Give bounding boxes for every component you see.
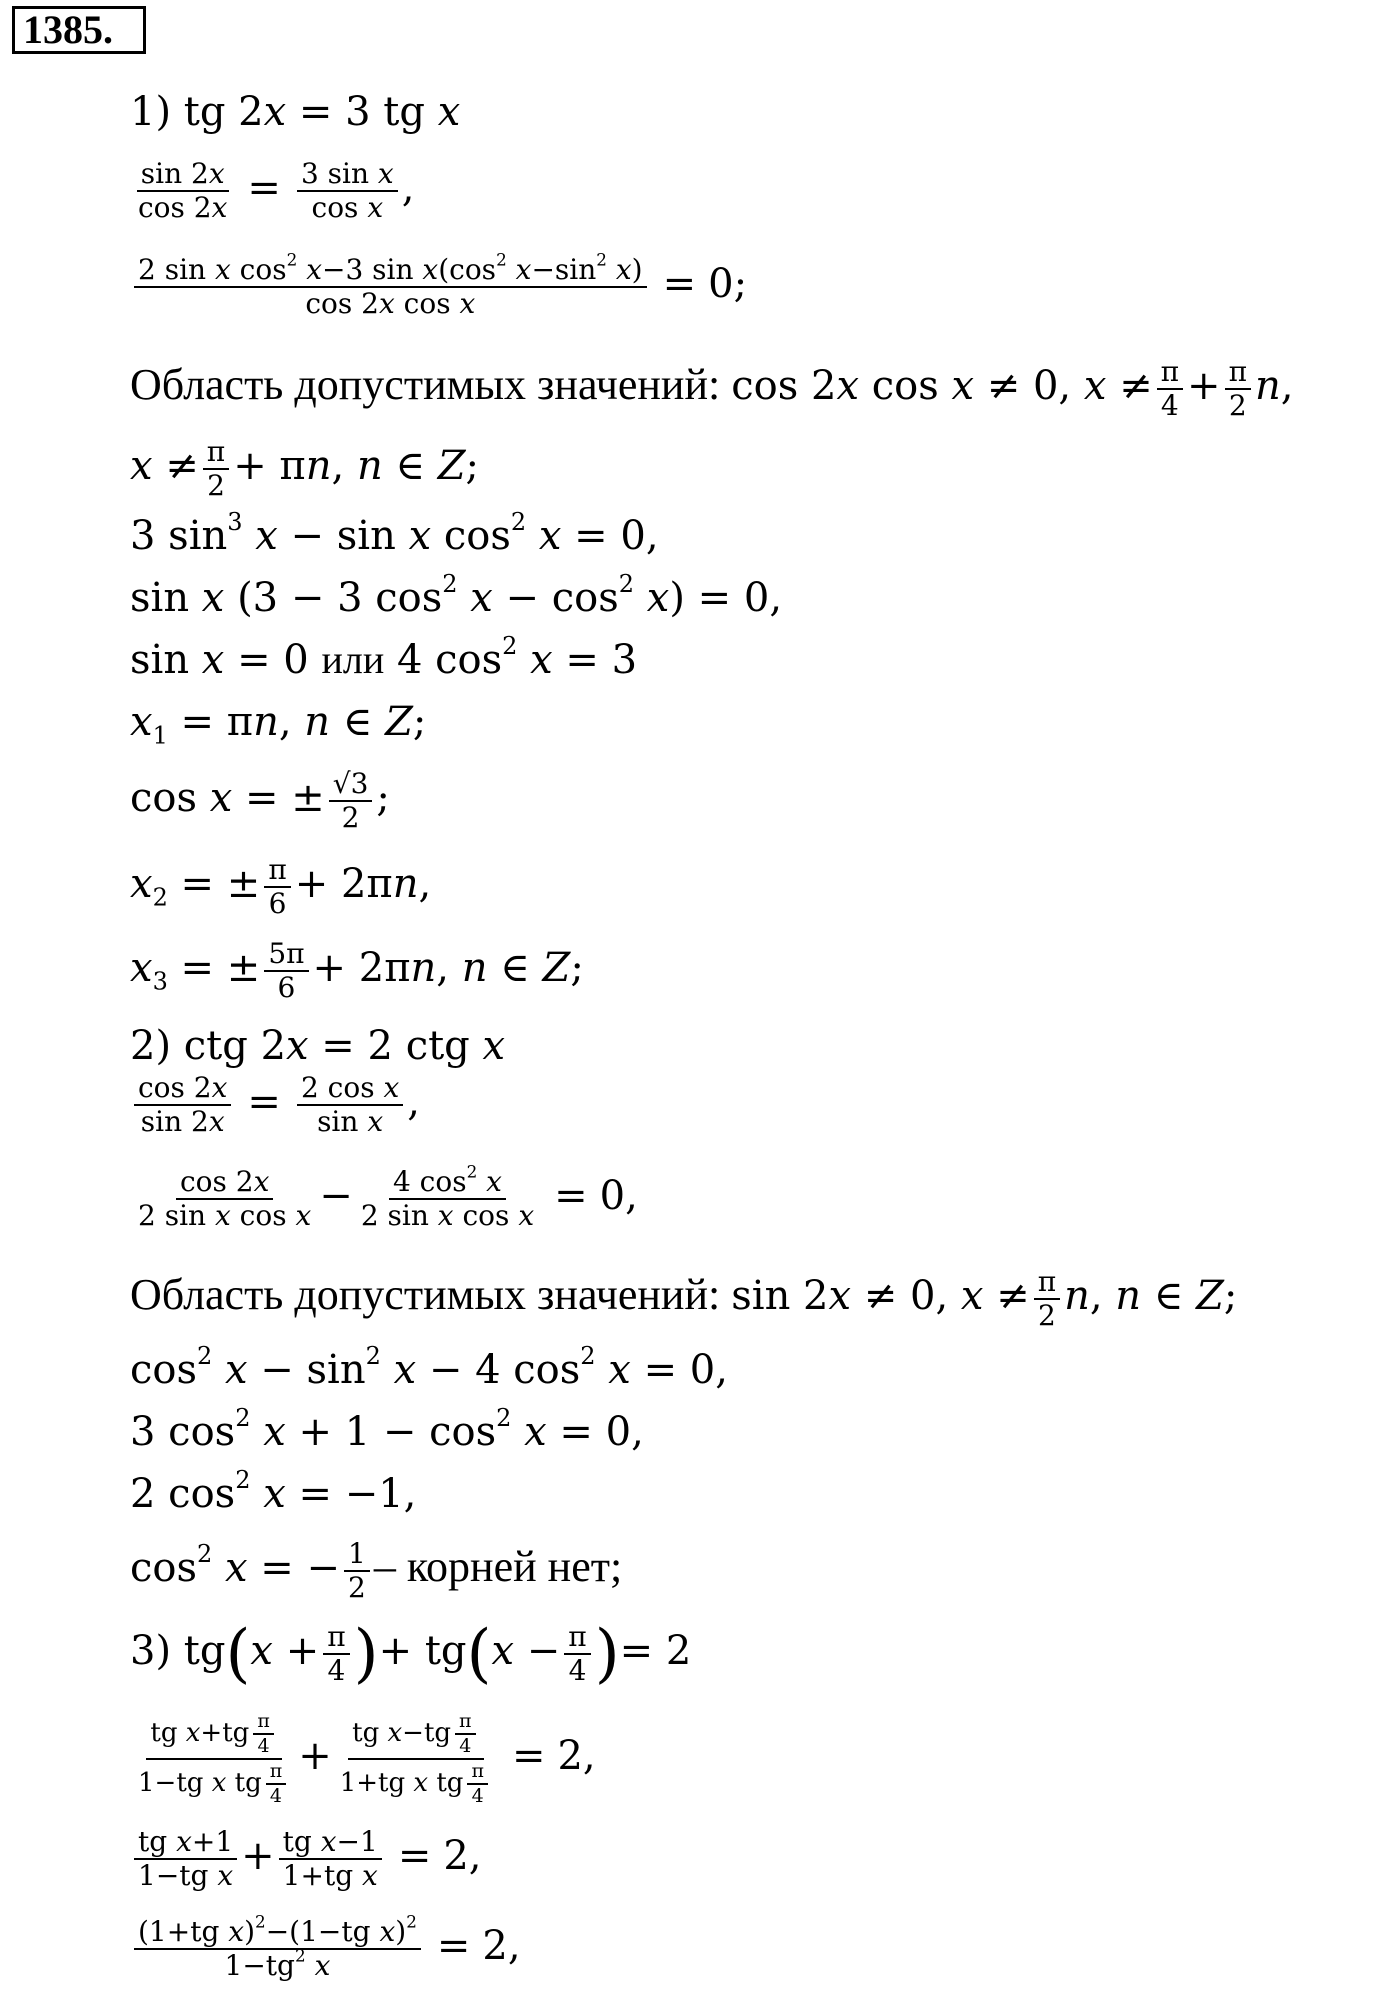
- no-roots-text: – корней нет;: [373, 1542, 623, 1592]
- odz-label-2: Область допустимых значений:: [130, 1270, 721, 1320]
- part3-step2: $\frac{\text{tg x+1}}{\text{1−tg x}}$ + $\frac{\text{tg x−1}}{\text{1+tg x}}$ = 2,: [130, 1828, 482, 1890]
- part1-odz-cont: x ≠ $\frac{\pi}{2}$ + πn, n ∈ Z;: [130, 435, 480, 502]
- part2-header: 2) ctg 2x = 2 ctg x: [130, 1023, 506, 1069]
- part2-odz: Область допустимых значений: sin 2x ≠ 0, x ≠ $\frac{\pi}{2}$ n, n ∈ Z;: [130, 1265, 1238, 1332]
- or-word: или: [321, 637, 385, 682]
- part2-step-combined: $\frac{\cos 2x}{\text{2 sin x cos x}}$ − $\frac{4 \cos^2 x}{\text{2 sin x cos x}}$ = 0,: [138, 1161, 638, 1232]
- part1-step-combined: $\frac{2 \sin x \cos^2 x-3 \sin x(\cos^2 x-\sin^2 x)}{\text{cos 2x cos x}}$ = 0;: [130, 256, 747, 318]
- part1-header: 1) tg 2x = 3 tg x: [130, 89, 461, 135]
- part1-odz: Область допустимых значений: cos 2x cos x ≠ 0, x ≠ $\frac{\pi}{4}$ + $\frac{\pi}{2}$ n,: [130, 355, 1294, 422]
- problem-number: 1385.: [12, 6, 146, 54]
- part1-root2: $x_2$ = ± $\frac{\pi}{6}$ + 2πn,: [130, 853, 432, 920]
- part2-eq1: $\cos^2 x - \sin^2 x - 4$ $\cos^2 x = 0$,: [130, 1341, 728, 1393]
- part1-eq3: sin x = 0 или 4 $\cos^2 x = 3$: [130, 631, 638, 683]
- part2-eq2: 3 $\cos^2 x + 1 - \cos^2 x = 0$,: [130, 1403, 644, 1455]
- part1-root3: $x_3$ = ± $\frac{5\pi}{6}$ + 2πn, n ∈ Z;: [130, 937, 584, 1004]
- part3-step1: tg x+tg $\frac{\pi}{4}$ 1−tg x tg $\frac{\pi}{4}$ + tg x−tg $\frac{\pi}{4}$ 1+tg x tg $\frac{\pi}{4}$ = 2,: [138, 1710, 596, 1807]
- part3-header: 3) tg(x + $\frac{\pi}{4}$ )+ tg(x − $\frac{\pi}{4}$ )= 2: [130, 1617, 692, 1691]
- part1-step-fraction: $\frac{\sin 2x}{\cos 2x}$ = $\frac{\text{3 sin x}}{\text{cos x}}$ ,: [138, 157, 415, 224]
- part1-eq1: 3 $\sin^3 x - \sin x$ $\cos^2 x = 0$,: [130, 507, 659, 559]
- part2-eq4: $\cos^2 x$ = − $\frac{1}{2}$ – корней нет;: [130, 1537, 623, 1604]
- part1-eq2: sin x (3 − 3 $\cos^2 x - \cos^2 x) = 0$,: [130, 569, 783, 621]
- part2-step-fraction: $\frac{\cos 2x}{\sin 2x}$ = $\frac{\text{2 cos x}}{\text{sin x}}$ ,: [130, 1074, 420, 1136]
- part3-step3: $\frac{(1+tg x)^2-(1-tg x)^2}{1-tg^2 x}$ = 2,: [130, 1918, 521, 1980]
- part1-root1: $x_1 = \pi n$, n ∈ Z;: [130, 699, 427, 750]
- odz-label: Область допустимых значений:: [130, 360, 721, 410]
- part1-cos: cos x = ± $\frac{√3}{2}$ ;: [130, 767, 390, 834]
- part2-eq3: 2 $\cos^2 x = -1$,: [130, 1465, 417, 1517]
